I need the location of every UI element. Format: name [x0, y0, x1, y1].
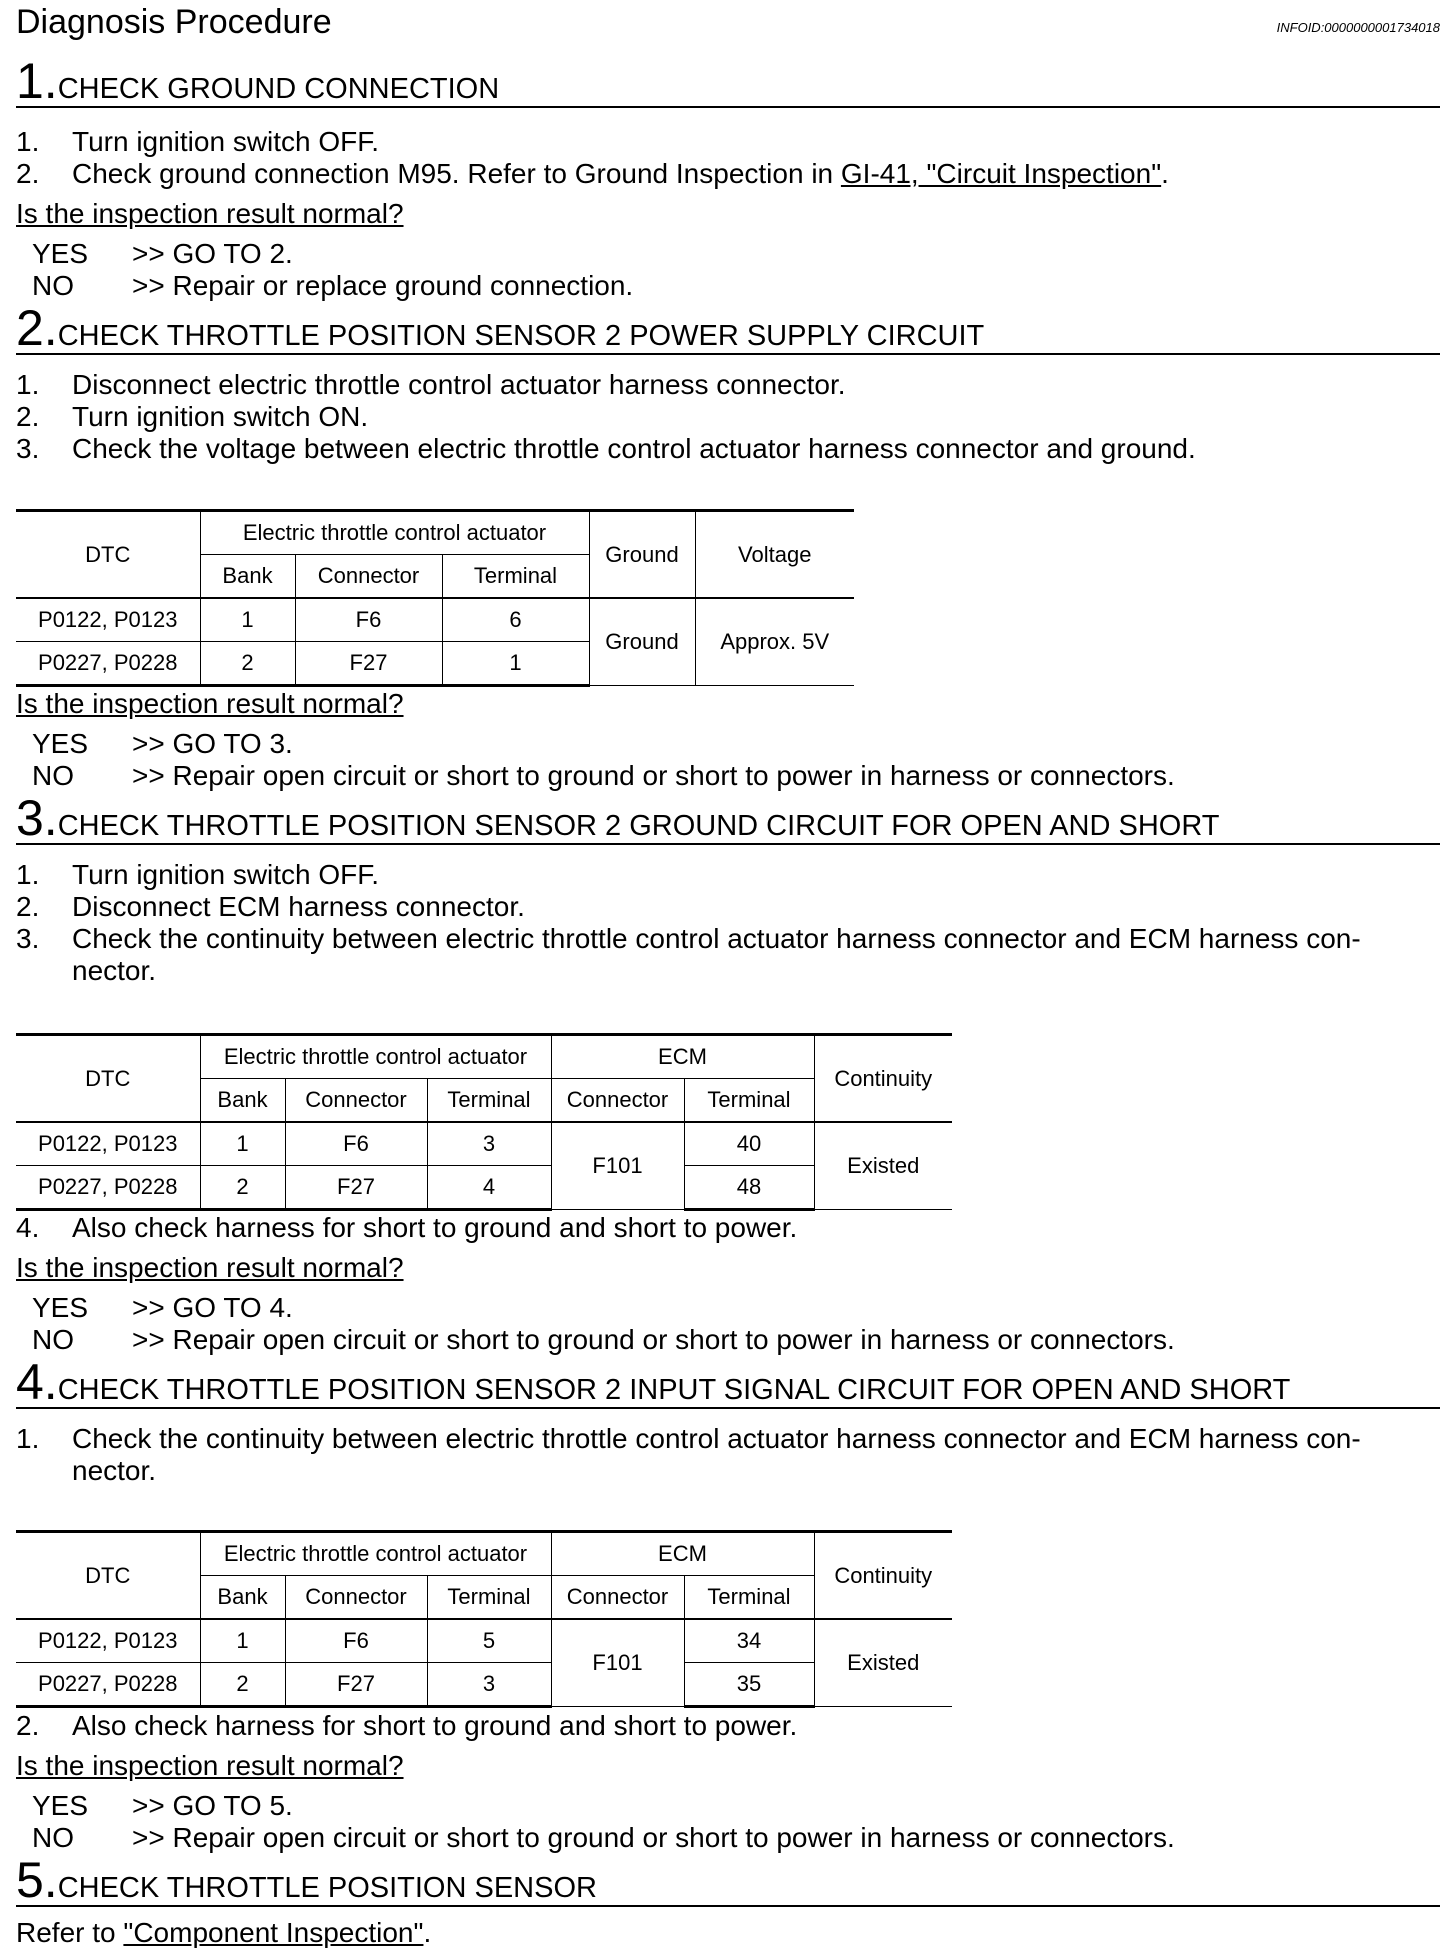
table-row: P0227, P0228 2 F27 4 48 [16, 1166, 952, 1210]
col-header: Electric throttle control actuator [200, 1532, 551, 1576]
list-item: 1. Check the continuity between electric throttle control actuator harness connector and ECM harness con- [16, 1423, 1361, 1454]
table-row: P0227, P0228 2 F27 3 35 [16, 1663, 952, 1707]
col-header: Electric throttle control actuator [200, 511, 589, 555]
step-2-heading [16, 300, 1440, 356]
step-5-heading [16, 1852, 1440, 1908]
col-header: DTC [16, 1532, 200, 1620]
step-number: 1. [16, 53, 58, 109]
col-header: DTC [16, 1035, 200, 1123]
col-header: Terminal [442, 555, 589, 599]
col-header: Ground [589, 511, 695, 599]
continuity-table-1: DTC Electric throttle control actuator ECM Continuity Bank Connector Terminal Connector Terminal P0122, P0123 1 F6 3 F101 40 Existed P0227, P0228 2 F27 4 48 [16, 1033, 952, 1211]
page-title: Diagnosis Procedure [16, 3, 332, 41]
answer-no: NO >> Repair open circuit or short to ground or short to power in harness or connectors. [32, 1324, 1175, 1355]
step-3-heading [16, 790, 1440, 846]
step-number: 5. [16, 1852, 58, 1908]
list-item: 2. Turn ignition switch ON. [16, 401, 369, 432]
gi41-link[interactable]: GI-41, "Circuit Inspection" [840, 158, 1162, 189]
list-item-continuation: nector. [72, 955, 157, 986]
col-header: ECM [551, 1035, 814, 1079]
list-item: 3. Check the continuity between electric throttle control actuator harness connector and ECM harness con- [16, 923, 1361, 954]
col-header: Electric throttle control actuator [200, 1035, 551, 1079]
answer-yes: YES >> GO TO 3. [32, 728, 293, 759]
inspection-question: Is the inspection result normal? [16, 1252, 404, 1283]
step-4-heading [16, 1354, 1440, 1410]
list-item: 1. Turn ignition switch OFF. [16, 859, 380, 890]
answer-yes: YES >> GO TO 4. [32, 1292, 293, 1323]
list-item-continuation: nector. [72, 1455, 157, 1486]
list-item: 2. Also check harness for short to ground and short to power. [16, 1710, 798, 1741]
step-title: CHECK THROTTLE POSITION SENSOR [57, 1872, 597, 1904]
col-header: Continuity [814, 1035, 952, 1123]
table-row: P0122, P0123 1 F6 5 F101 34 Existed [16, 1619, 952, 1663]
col-header: ECM [551, 1532, 814, 1576]
answer-no: NO >> Repair open circuit or short to ground or short to power in harness or connectors. [32, 760, 1175, 791]
list-item: 1. Turn ignition switch OFF. [16, 126, 380, 157]
step-title: CHECK THROTTLE POSITION SENSOR 2 POWER SUPPLY CIRCUIT [57, 320, 985, 352]
list-item: 4. Also check harness for short to ground and short to power. [16, 1212, 798, 1243]
component-inspection-link[interactable]: "Component Inspection" [123, 1917, 424, 1948]
continuity-table-2: DTC Electric throttle control actuator ECM Continuity Bank Connector Terminal Connector Terminal P0122, P0123 1 F6 5 F101 34 Existed P0227, P0228 2 F27 3 35 [16, 1530, 952, 1708]
answer-no: NO >> Repair or replace ground connection. [32, 270, 634, 301]
list-item: 2. Disconnect ECM harness connector. [16, 891, 525, 922]
table-row: P0122, P0123 1 F6 3 F101 40 Existed [16, 1122, 952, 1166]
table-row: P0227, P0228 2 F27 1 [16, 642, 854, 686]
col-header: Bank [200, 555, 295, 599]
inspection-question: Is the inspection result normal? [16, 688, 404, 719]
step-title: CHECK GROUND CONNECTION [57, 73, 500, 105]
col-header: DTC [16, 511, 200, 599]
step-title: CHECK THROTTLE POSITION SENSOR 2 INPUT SIGNAL CIRCUIT FOR OPEN AND SHORT [57, 1374, 1291, 1406]
step-number: 2. [16, 300, 58, 356]
answer-yes: YES >> GO TO 2. [32, 238, 293, 269]
reference-line: Refer to "Component Inspection". [16, 1917, 432, 1948]
voltage-table [16, 509, 854, 687]
col-header: Voltage [695, 511, 854, 599]
list-item: 1. Disconnect electric throttle control actuator harness connector. [16, 369, 846, 400]
inspection-question: Is the inspection result normal? [16, 1750, 404, 1781]
step-number: 4. [16, 1354, 58, 1410]
info-id: INFOID:0000000001734018 [1276, 20, 1440, 35]
col-header: Continuity [814, 1532, 952, 1620]
list-item: 3. Check the voltage between electric throttle control actuator harness connector and ground. [16, 433, 1196, 464]
step-title: CHECK THROTTLE POSITION SENSOR 2 GROUND CIRCUIT FOR OPEN AND SHORT [57, 810, 1220, 842]
col-header: Connector [295, 555, 442, 599]
table-row: P0122, P0123 1 F6 6 Ground Approx. 5V [16, 598, 854, 642]
answer-no: NO >> Repair open circuit or short to ground or short to power in harness or connectors. [32, 1822, 1175, 1853]
step-number: 3. [16, 790, 58, 846]
step-1-heading [16, 53, 1440, 109]
answer-yes: YES >> GO TO 5. [32, 1790, 293, 1821]
inspection-question: Is the inspection result normal? [16, 198, 404, 229]
list-item: 2. Check ground connection M95. Refer to Ground Inspection in GI-41, "Circuit Inspection". [16, 158, 1169, 189]
